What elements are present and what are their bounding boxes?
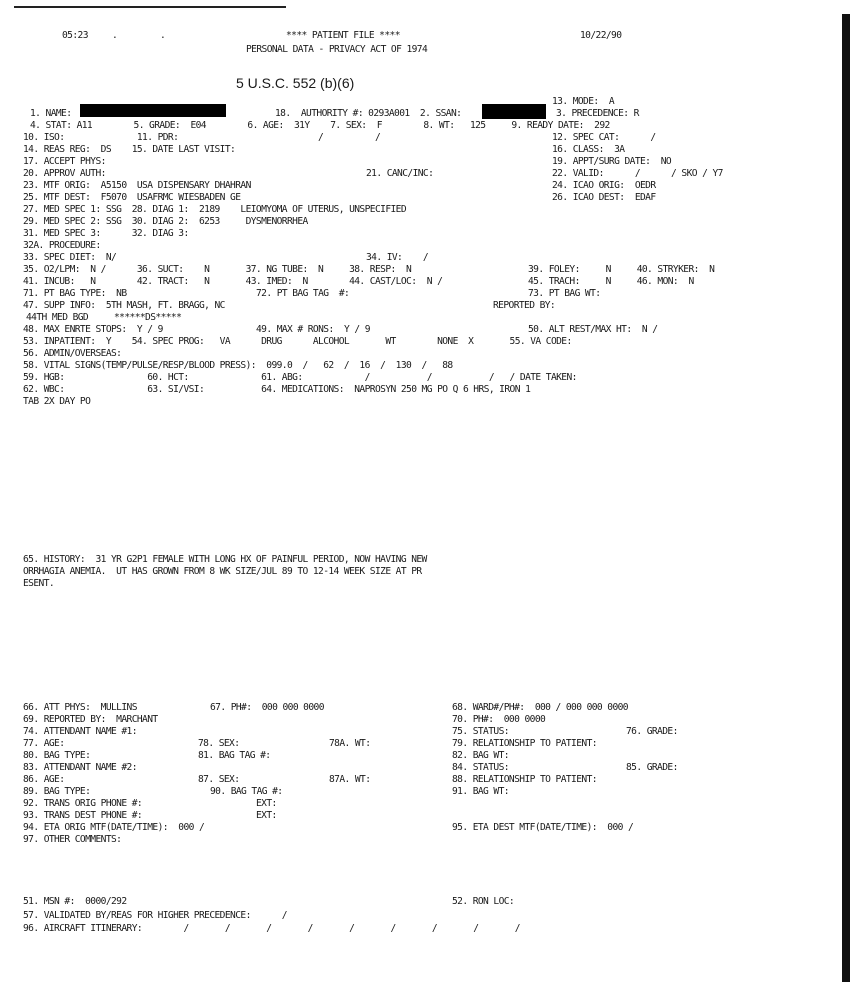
form-line: 34. IV: / (366, 252, 429, 263)
form-line: 25. MTF DEST: F5070 USAFRMC WIESBADEN GE (23, 192, 241, 203)
form-line: 21. CANC/INC: (366, 168, 434, 179)
form-line: 10. ISO: 11. PDR: / / (23, 132, 381, 143)
form-line: 78A. WT: (329, 738, 371, 749)
form-line: 19. APPT/SURG DATE: NO (552, 156, 672, 167)
form-line: 17. ACCEPT PHYS: (23, 156, 106, 167)
form-line: 24. ICAO ORIG: OEDR (552, 180, 656, 191)
form-line: TAB 2X DAY PO (23, 396, 91, 407)
form-line: 18. AUTHORITY #: 0293A001 2. SSAN: (275, 108, 462, 119)
form-line: 48. MAX ENRTE STOPS: Y / 9 (23, 324, 163, 335)
form-line: 74. ATTENDANT NAME #1: (23, 726, 137, 737)
form-line: 82. BAG WT: (452, 750, 509, 761)
form-line: 83. ATTENDANT NAME #2: (23, 762, 137, 773)
form-line: 35. O2/LPM: N / 36. SUCT: N 37. NG TUBE: N 38. RESP: N (23, 264, 412, 275)
form-line: ORRHAGIA ANEMIA. UT HAS GROWN FROM 8 WK SIZE/JUL 89 TO 12-14 WEEK SIZE AT PR (23, 566, 422, 577)
form-line: 72. PT BAG TAG #: (256, 288, 350, 299)
form-line: REPORTED BY: (493, 300, 556, 311)
form-line: 23. MTF ORIG: A5150 USA DISPENSARY DHAHRAN (23, 180, 251, 191)
scan-edge (842, 14, 850, 982)
form-line: 66. ATT PHYS: MULLINS (23, 702, 137, 713)
redacted-name (80, 104, 226, 117)
form-line: 4. STAT: A11 5. GRADE: E04 6. AGE: 31Y 7. SEX: F 8. WT: 125 9. READY DATE: 292 (30, 120, 610, 131)
form-line: 1. NAME: (30, 108, 72, 119)
form-line: 94. ETA ORIG MTF(DATE/TIME): 000 / (23, 822, 205, 833)
form-line: 31. MED SPEC 3: 32. DIAG 3: (23, 228, 189, 239)
form-line: 79. RELATIONSHIP TO PATIENT: (452, 738, 597, 749)
header-dot: . (112, 30, 118, 41)
form-line: 58. VITAL SIGNS(TEMP/PULSE/RESP/BLOOD PRESS): 099.0 / 62 / 16 / 130 / 88 (23, 360, 453, 371)
form-line: 49. MAX # RONS: Y / 9 (256, 324, 370, 335)
form-line: 59. HGB: 60. HCT: 61. ABG: / / / / DATE TAKEN: (23, 372, 577, 383)
document-title: **** PATIENT FILE **** (286, 30, 400, 41)
form-line: 16. CLASS: 3A (552, 144, 625, 155)
form-line: 69. REPORTED BY: MARCHANT (23, 714, 158, 725)
form-line: 77. AGE: (23, 738, 65, 749)
form-line: 41. INCUB: N 42. TRACT: N 43. IMED: N 44. CAST/LOC: N / (23, 276, 443, 287)
form-line: 86. AGE: (23, 774, 65, 785)
form-line: 93. TRANS DEST PHONE #: (23, 810, 143, 821)
form-line: 27. MED SPEC 1: SSG 28. DIAG 1: 2189 LEIOMYOMA OF UTERUS, UNSPECIFIED (23, 204, 407, 215)
form-line: 32A. PROCEDURE: (23, 240, 101, 251)
form-line: 33. SPEC DIET: N/ (23, 252, 117, 263)
form-line: 65. HISTORY: 31 YR G2P1 FEMALE WITH LONG HX OF PAINFUL PERIOD, NOW HAVING NEW (23, 554, 427, 565)
form-line: 12. SPEC CAT: / (552, 132, 656, 143)
form-line: 57. VALIDATED BY/REAS FOR HIGHER PRECEDENCE: / (23, 910, 287, 921)
form-line: 78. SEX: (198, 738, 240, 749)
form-line: 97. OTHER COMMENTS: (23, 834, 122, 845)
form-line: 91. BAG WT: (452, 786, 509, 797)
privacy-exemption: 5 U.S.C. 552 (b)(6) (236, 75, 355, 91)
form-line: 44TH MED BGD ******DS***** (26, 312, 182, 323)
form-line: 53. INPATIENT: Y 54. SPEC PROG: VA DRUG ALCOHOL WT NONE X 55. VA CODE: (23, 336, 572, 347)
form-line: 89. BAG TYPE: (23, 786, 91, 797)
form-line: 67. PH#: 000 000 0000 (210, 702, 324, 713)
form-line: ESENT. (23, 578, 55, 589)
form-line: 87A. WT: (329, 774, 371, 785)
form-line: 56. ADMIN/OVERSEAS: (23, 348, 122, 359)
form-line: 88. RELATIONSHIP TO PATIENT: (452, 774, 597, 785)
form-line: 70. PH#: 000 0000 (452, 714, 546, 725)
form-line: EXT: (256, 798, 277, 809)
form-line: 68. WARD#/PH#: 000 / 000 000 0000 (452, 702, 628, 713)
header-time: 05:23 (62, 30, 88, 41)
form-line: 3. PRECEDENCE: R (556, 108, 639, 119)
form-line: 26. ICAO DEST: EDAF (552, 192, 656, 203)
form-line: 29. MED SPEC 2: SSG 30. DIAG 2: 6253 DYSMENORRHEA (23, 216, 308, 227)
form-line: 62. WBC: 63. SI/VSI: 64. MEDICATIONS: NAPROSYN 250 MG PO Q 6 HRS, IRON 1 (23, 384, 531, 395)
redacted-ssan (482, 104, 546, 119)
document-date: 10/22/90 (580, 30, 622, 41)
form-line: 90. BAG TAG #: (210, 786, 283, 797)
form-line: 84. STATUS: (452, 762, 509, 773)
form-line: 71. PT BAG TYPE: NB (23, 288, 127, 299)
form-line: 51. MSN #: 0000/292 (23, 896, 127, 907)
form-line: 20. APPROV AUTH: (23, 168, 106, 179)
header-dot: . (160, 30, 166, 41)
form-line: 95. ETA DEST MTF(DATE/TIME): 000 / (452, 822, 634, 833)
form-line: 14. REAS REG: DS 15. DATE LAST VISIT: (23, 144, 236, 155)
form-line: 52. RON LOC: (452, 896, 515, 907)
top-rule (14, 6, 286, 8)
form-line: 81. BAG TAG #: (198, 750, 271, 761)
form-line: EXT: (256, 810, 277, 821)
form-line: 22. VALID: / / SKO / Y7 (552, 168, 723, 179)
form-line: 13. MODE: A (552, 96, 615, 107)
form-line: 85. GRADE: (626, 762, 678, 773)
form-line: 76. GRADE: (626, 726, 678, 737)
form-line: 96. AIRCRAFT ITINERARY: / / / / / / / / / (23, 923, 520, 934)
form-line: 80. BAG TYPE: (23, 750, 91, 761)
form-line: 39. FOLEY: N 40. STRYKER: N (528, 264, 715, 275)
form-line: 92. TRANS ORIG PHONE #: (23, 798, 143, 809)
form-line: 75. STATUS: (452, 726, 509, 737)
form-line: 87. SEX: (198, 774, 240, 785)
form-line: 50. ALT REST/MAX HT: N / (528, 324, 658, 335)
form-line: 45. TRACH: N 46. MON: N (528, 276, 694, 287)
form-line: 73. PT BAG WT: (528, 288, 601, 299)
form-line: 47. SUPP INFO: 5TH MASH, FT. BRAGG, NC (23, 300, 225, 311)
document-subtitle: PERSONAL DATA - PRIVACY ACT OF 1974 (246, 44, 428, 55)
